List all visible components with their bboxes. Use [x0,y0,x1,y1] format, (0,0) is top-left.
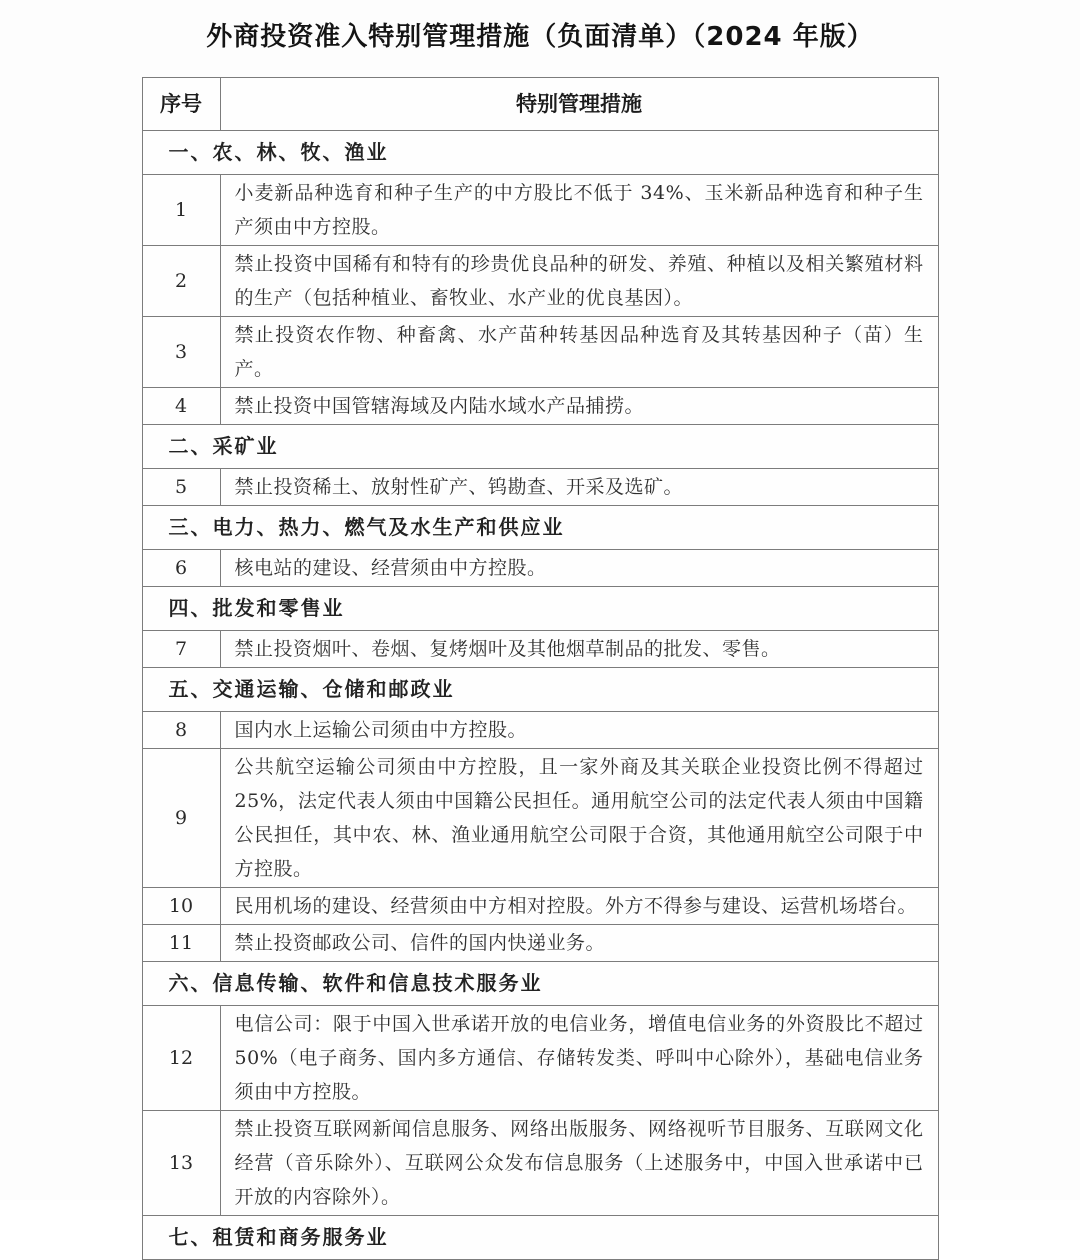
section-row [142,506,938,550]
section-row [142,425,938,469]
measure-text: 公共航空运输公司须由中方控股，且一家外商及其关联企业投资比例不得超过25%，法定代表人须由中国籍公民担任。通用航空公司的法定代表人须由中国籍公民担任，其中农、林、渔业通用航空公司限于合资，其他通用航空公司限于中方控股。 [220,749,938,888]
row-number: 9 [142,749,220,888]
measure-text: 禁止投资中国管辖海域及内陆水域水产品捕捞。 [220,388,938,425]
section-title: 二、采矿业 [142,425,938,469]
section-title: 三、电力、热力、燃气及水生产和供应业 [142,506,938,550]
section-row [142,1216,938,1260]
measure-row [142,469,938,506]
measure-text: 禁止投资农作物、种畜禽、水产苗种转基因品种选育及其转基因种子（苗）生产。 [220,317,938,388]
row-number: 10 [142,888,220,925]
header-row [142,78,938,131]
measure-text: 民用机场的建设、经营须由中方相对控股。外方不得参与建设、运营机场塔台。 [220,888,938,925]
row-number: 1 [142,175,220,246]
measure-text: 禁止投资互联网新闻信息服务、网络出版服务、网络视听节目服务、互联网文化经营（音乐除外）、互联网公众发布信息服务（上述服务中，中国入世承诺中已开放的内容除外）。 [220,1111,938,1216]
row-number: 11 [142,925,220,962]
table-body [142,131,938,1260]
section-row [142,587,938,631]
measure-row [142,925,938,962]
measure-text: 禁止投资稀土、放射性矿产、钨勘查、开采及选矿。 [220,469,938,506]
row-number: 4 [142,388,220,425]
row-number: 3 [142,317,220,388]
negative-list-table [142,77,939,1260]
page-title: 外商投资准入特别管理措施（负面清单）（2024 年版） [206,22,874,52]
measure-row [142,317,938,388]
row-number: 13 [142,1111,220,1216]
measure-row [142,246,938,317]
measure-row [142,175,938,246]
section-row [142,962,938,1006]
measure-row [142,550,938,587]
header-index: 序号 [142,78,220,131]
row-number: 8 [142,712,220,749]
section-row [142,668,938,712]
section-title: 一、农、林、牧、渔业 [142,131,938,175]
measure-text: 禁止投资烟叶、卷烟、复烤烟叶及其他烟草制品的批发、零售。 [220,631,938,668]
section-title: 四、批发和零售业 [142,587,938,631]
measure-row [142,749,938,888]
measure-text: 电信公司：限于中国入世承诺开放的电信业务，增值电信业务的外资股比不超过50%（电子商务、国内多方通信、存储转发类、呼叫中心除外），基础电信业务须由中方控股。 [220,1006,938,1111]
section-title: 五、交通运输、仓储和邮政业 [142,668,938,712]
measure-row [142,888,938,925]
measure-text: 禁止投资邮政公司、信件的国内快递业务。 [220,925,938,962]
section-row [142,131,938,175]
section-title: 七、租赁和商务服务业 [142,1216,938,1260]
row-number: 12 [142,1006,220,1111]
measure-row [142,712,938,749]
measure-row [142,1006,938,1111]
measure-text: 小麦新品种选育和种子生产的中方股比不低于 34%、玉米新品种选育和种子生产须由中方控股。 [220,175,938,246]
row-number: 2 [142,246,220,317]
row-number: 7 [142,631,220,668]
header-measure: 特别管理措施 [220,78,938,131]
measure-text: 禁止投资中国稀有和特有的珍贵优良品种的研发、养殖、种植以及相关繁殖材料的生产（包括种植业、畜牧业、水产业的优良基因）。 [220,246,938,317]
row-number: 6 [142,550,220,587]
measure-text: 核电站的建设、经营须由中方控股。 [220,550,938,587]
measure-text: 国内水上运输公司须由中方控股。 [220,712,938,749]
measure-row [142,631,938,668]
measure-row [142,388,938,425]
section-title: 六、信息传输、软件和信息技术服务业 [142,962,938,1006]
row-number: 5 [142,469,220,506]
table-header [142,78,938,131]
